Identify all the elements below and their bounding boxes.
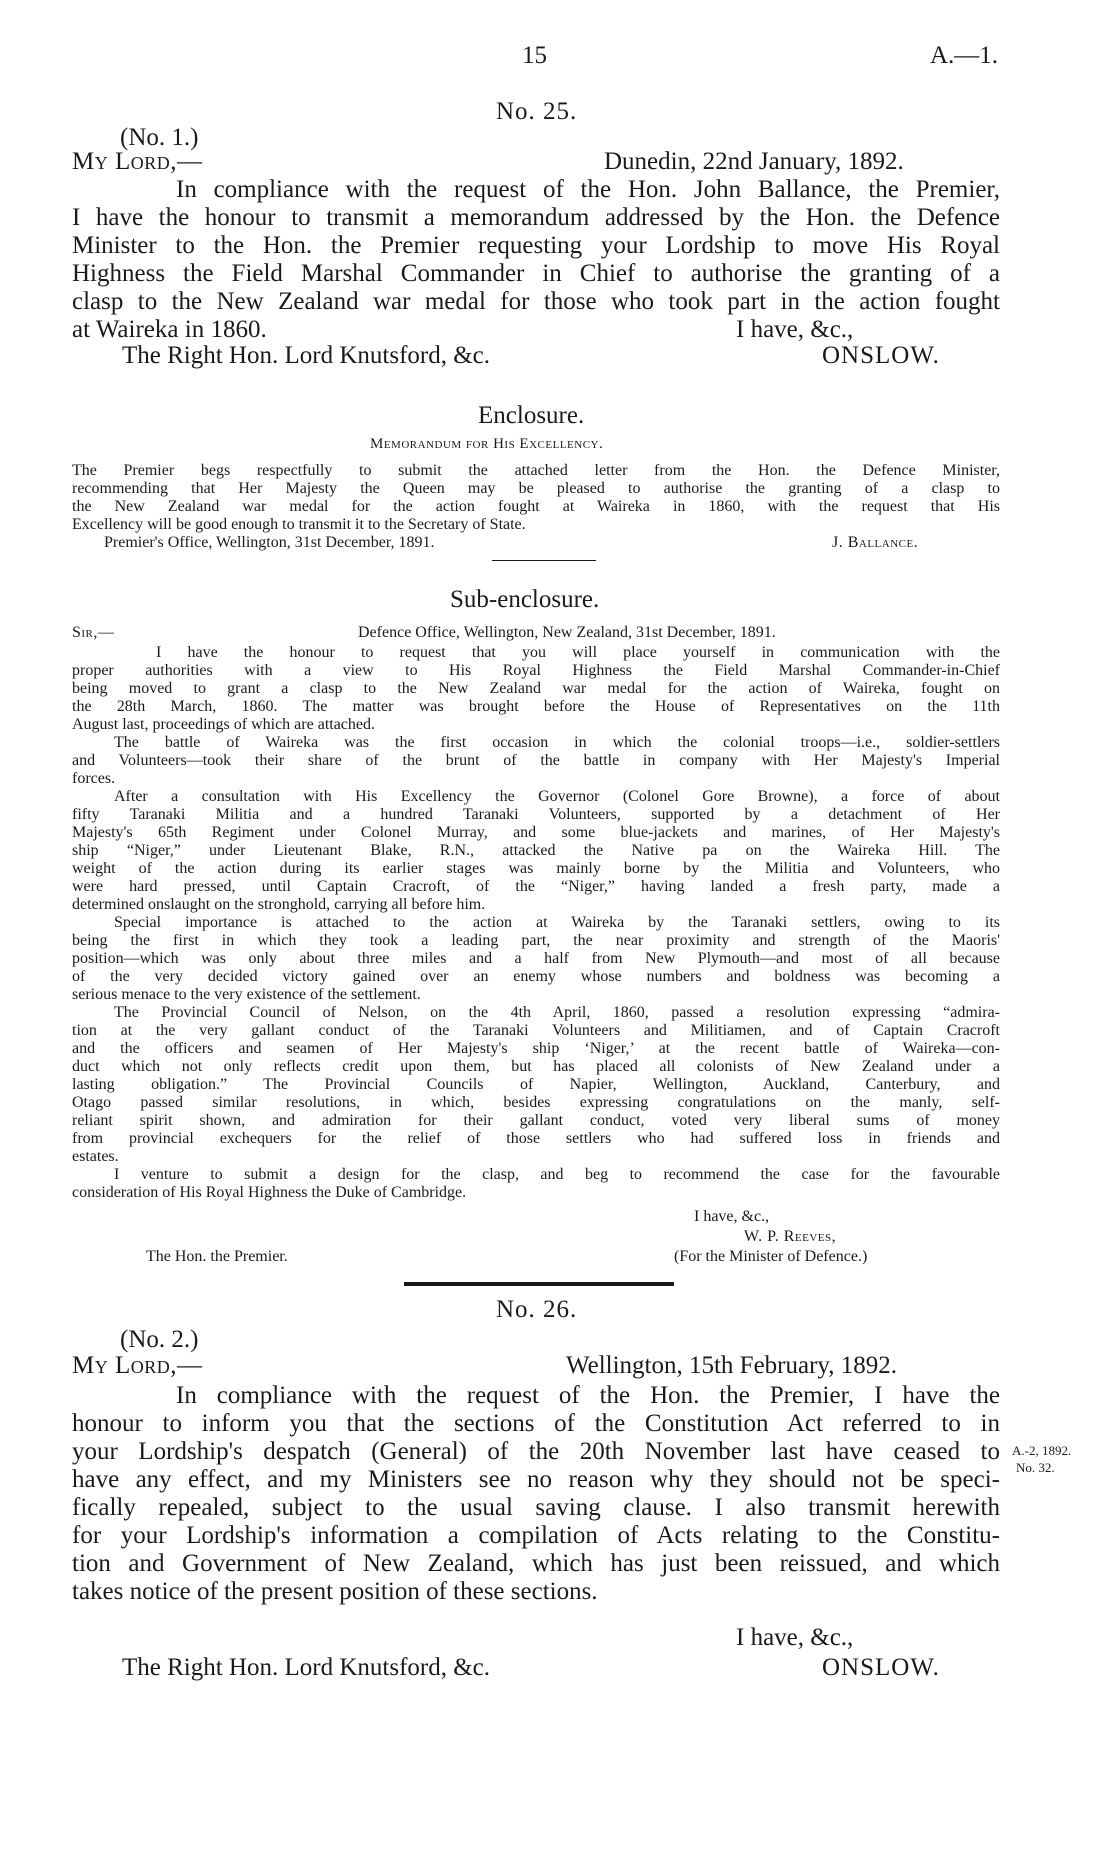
letter-number: No. 25. — [496, 98, 578, 125]
body-line: have any effect, and my Ministers see no reason why they should not be speci- — [72, 1466, 1000, 1493]
body-line: clasp to the New Zealand war medal for those who took part in the action fought — [72, 288, 1000, 315]
salutation: My Lord,— — [72, 1352, 203, 1379]
body-line: being the first in which they took a leading part, the near proximity and strength of the Maoris' — [72, 932, 1000, 949]
body-line: recommending that Her Majesty the Queen may be pleased to authorise the granting of a clasp to — [72, 480, 1000, 497]
body-line: fifty Taranaki Militia and a hundred Taranaki Volunteers, supported by a detachment of Her — [72, 806, 1000, 823]
salutation: My Lord,— — [72, 148, 203, 175]
body-line: I venture to submit a design for the clasp, and beg to recommend the case for the favourable — [114, 1166, 1000, 1183]
body-line: of the very decided victory gained over an enemy whose numbers and boldness was becoming a — [72, 968, 1000, 985]
margin-note: A.-2, 1892. — [1012, 1443, 1072, 1458]
signature: J. Ballance. — [832, 534, 919, 551]
addressee: The Right Hon. Lord Knutsford, &c. — [122, 1654, 491, 1681]
section-heading: Sub-enclosure. — [450, 586, 600, 613]
closing: I have, &c., — [694, 1208, 770, 1225]
body-line: honour to inform you that the sections of the Constitution Act referred to in — [72, 1410, 1000, 1437]
place-date: Defence Office, Wellington, New Zealand, 31st December, 1891. — [358, 624, 776, 641]
body-line: In compliance with the request of the Hon. John Ballance, the Premier, — [176, 176, 1000, 203]
body-line: In compliance with the request of the Hon. the Premier, I have the — [176, 1382, 1000, 1409]
body-line: August last, proceedings of which are attached. — [72, 716, 376, 733]
place-date: Wellington, 15th February, 1892. — [566, 1352, 898, 1379]
body-line: forces. — [72, 770, 116, 787]
body-line: Highness the Field Marshal Commander in Chief to authorise the granting of a — [72, 260, 1000, 287]
signature: ONSLOW. — [822, 342, 940, 369]
body-line: ship “Niger,” under Lieutenant Blake, R.N., attacked the Native pa on the Waireka Hill. The — [72, 842, 1000, 859]
signature: W. P. Reeves, — [744, 1228, 837, 1245]
signature-note: (For the Minister of Defence.) — [674, 1248, 868, 1265]
despatch-number: (No. 2.) — [120, 1326, 199, 1353]
body-line: serious menace to the very existence of the settlement. — [72, 986, 421, 1003]
body-line: Minister to the Hon. the Premier requesting your Lordship to move His Royal — [72, 232, 1000, 259]
body-line: Majesty's 65th Regiment under Colonel Murray, and some blue-jackets and marines, of Her Majesty's — [72, 824, 1000, 841]
body-line: proper authorities with a view to His Royal Highness the Field Marshal Commander-in-Chief — [72, 662, 1000, 679]
body-line: Excellency will be good enough to transmit it to the Secretary of State. — [72, 516, 526, 533]
body-line: The Premier begs respectfully to submit the attached letter from the Hon. the Defence Minister, — [72, 462, 1000, 479]
body-line: tion and Government of New Zealand, which has just been reissued, and which — [72, 1550, 1000, 1577]
body-line: The Provincial Council of Nelson, on the 4th April, 1860, passed a resolution expressing “admira- — [114, 1004, 1000, 1021]
body-line: were hard pressed, until Captain Cracroft, of the “Niger,” having landed a fresh party, made a — [72, 878, 1000, 895]
despatch-number: (No. 1.) — [120, 124, 199, 151]
signature: ONSLOW. — [822, 1654, 940, 1681]
body-line: Special importance is attached to the action at Waireka by the Taranaki settlers, owing to its — [114, 914, 1000, 931]
body-line: Otago passed similar resolutions, in which, besides expressing congratulations on the manly, self- — [72, 1094, 1000, 1111]
body-line: The battle of Waireka was the first occasion in which the colonial troops—i.e., soldier-settlers — [114, 734, 1000, 751]
office-date: Premier's Office, Wellington, 31st December, 1891. — [104, 534, 435, 551]
page-number: 15 — [522, 42, 547, 69]
margin-note: No. 32. — [1016, 1460, 1055, 1475]
body-line: I have the honour to request that you will place yourself in communication with the — [156, 644, 1000, 661]
addressee: The Hon. the Premier. — [146, 1248, 288, 1265]
section-heading: Enclosure. — [478, 402, 585, 429]
body-line: from provincial exchequers for the relief of those settlers who had suffered loss in friends and — [72, 1130, 1000, 1147]
body-line: estates. — [72, 1148, 119, 1165]
body-line: for your Lordship's information a compilation of Acts relating to the Constitu- — [72, 1522, 1000, 1549]
body-line: and the officers and seamen of Her Majesty's ship ‘Niger,’ at the recent battle of Waireka—con- — [72, 1040, 1000, 1057]
body-line: lasting obligation.” The Provincial Councils of Napier, Wellington, Auckland, Canterbury, and — [72, 1076, 1000, 1093]
memorandum-title: Memorandum for His Excellency. — [370, 436, 604, 452]
body-line: being moved to grant a clasp to the New Zealand war medal for the action of Waireka, fought on — [72, 680, 1000, 697]
section-divider — [492, 560, 596, 561]
section-divider — [404, 1282, 674, 1286]
body-line: I have the honour to transmit a memorandum addressed by the Hon. the Defence — [72, 204, 1000, 231]
document-reference: A.—1. — [930, 42, 999, 69]
body-line: After a consultation with His Excellency the Governor (Colonel Gore Browne), a force of about — [114, 788, 1000, 805]
salutation: Sir,— — [72, 624, 115, 641]
body-line: takes notice of the present position of these sections. — [72, 1578, 598, 1605]
body-line: consideration of His Royal Highness the Duke of Cambridge. — [72, 1184, 467, 1201]
body-line: reliant spirit shown, and admiration for their gallant conduct, voted very liberal sums of money — [72, 1112, 1000, 1129]
body-line: and Volunteers—took their share of the brunt of the battle in company with Her Majesty's Imperial — [72, 752, 1000, 769]
body-line: your Lordship's despatch (General) of the 20th November last have ceased to — [72, 1438, 1000, 1465]
body-line: tion at the very gallant conduct of the Taranaki Volunteers and Militiamen, and of Captain Cracroft — [72, 1022, 1000, 1039]
body-line: determined onslaught on the stronghold, carrying all before him. — [72, 896, 486, 913]
body-line: fically repealed, subject to the usual saving clause. I also transmit herewith — [72, 1494, 1000, 1521]
body-line: weight of the action during its earlier stages was mainly borne by the Militia and Volunteers, who — [72, 860, 1000, 877]
closing: I have, &c., — [736, 1624, 854, 1651]
closing: I have, &c., — [736, 316, 854, 343]
body-line: the 28th March, 1860. The matter was brought before the House of Representatives on the 11th — [72, 698, 1000, 715]
body-line: position—which was only about three miles and a half from New Plymouth—and most of all because — [72, 950, 1000, 967]
body-line: at Waireka in 1860. — [72, 316, 267, 343]
letter-number: No. 26. — [496, 1296, 578, 1323]
body-line: the New Zealand war medal for the action fought at Waireka in 1860, with the request that His — [72, 498, 1000, 515]
body-line: duct which not only reflects credit upon them, but has placed all colonists of New Zealand under a — [72, 1058, 1000, 1075]
addressee: The Right Hon. Lord Knutsford, &c. — [122, 342, 491, 369]
place-date: Dunedin, 22nd January, 1892. — [604, 148, 904, 175]
